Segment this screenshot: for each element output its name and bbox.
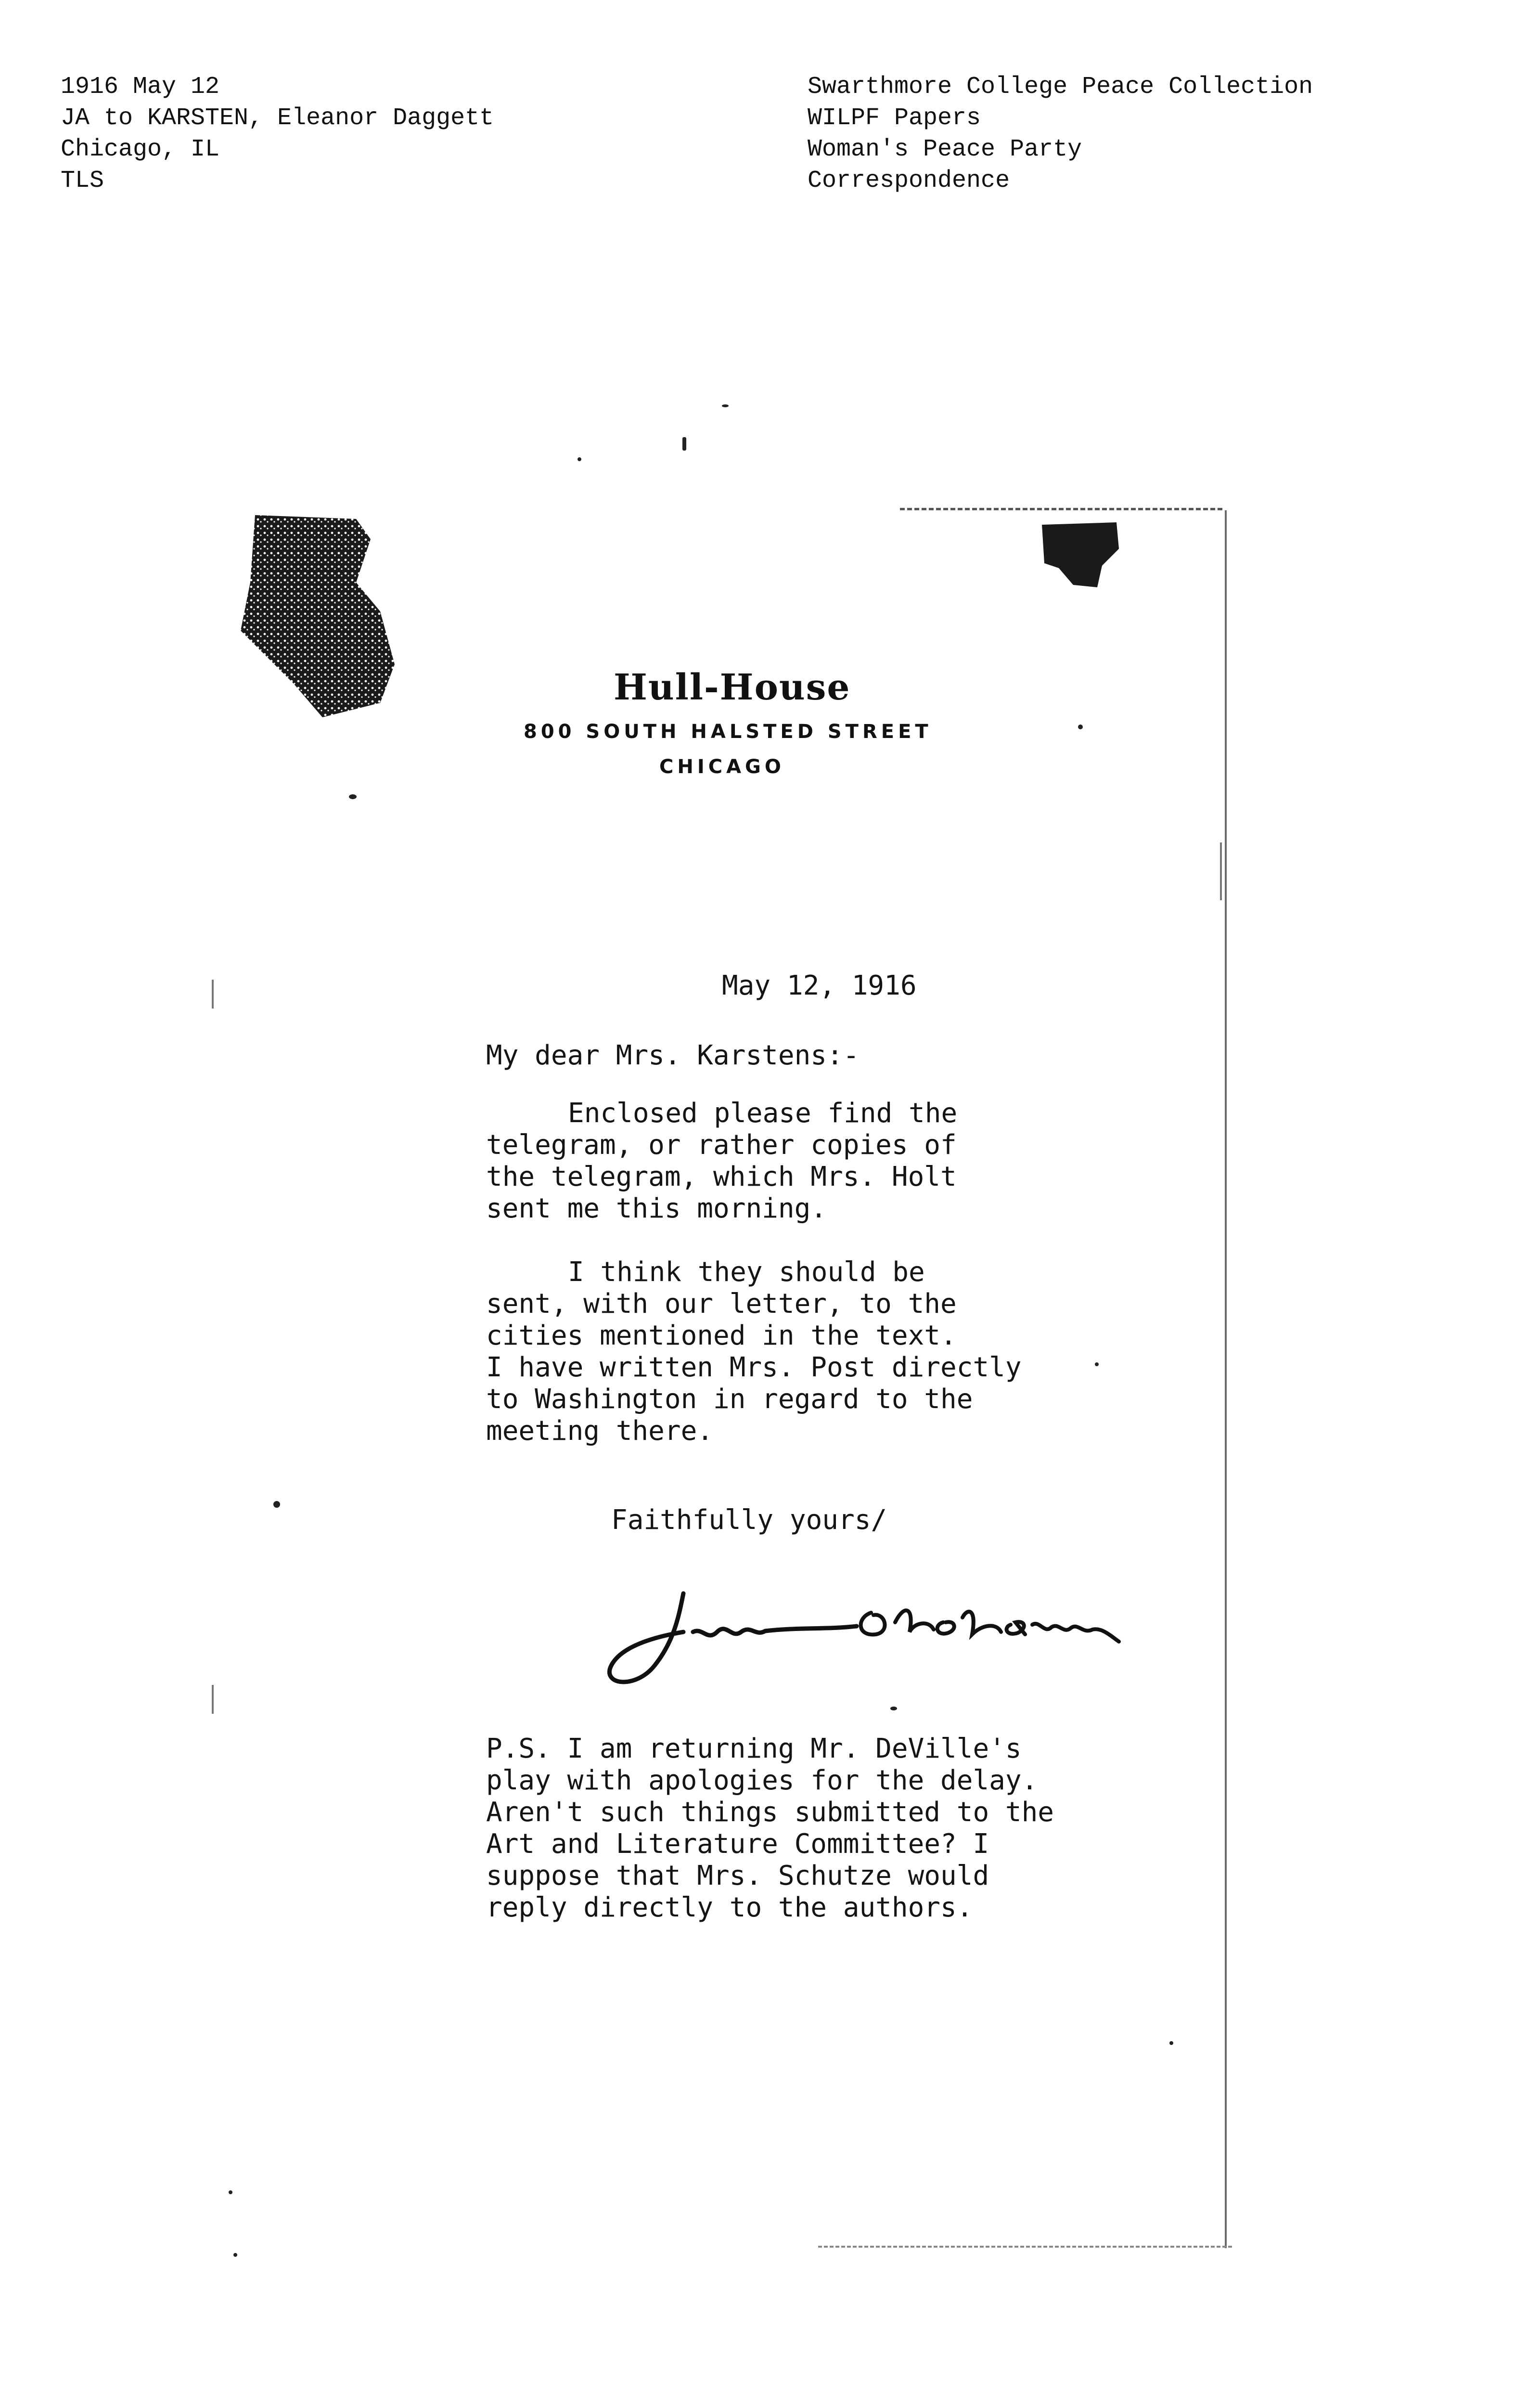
header-series: Woman's Peace Party [808,136,1082,163]
paragraph-line: Enclosed please find the [568,1098,958,1129]
header-papers: WILPF Papers [808,104,981,132]
paragraph-line: I have written Mrs. Post directly [486,1352,1022,1383]
header-place: Chicago, IL [61,136,220,163]
sheet-edge-right [1225,510,1227,2248]
header-date: 1916 May 12 [61,73,220,101]
sheet-edge-bottom [818,2246,1232,2248]
letterhead-street: 800 SOUTH HALSTED STREET [524,721,932,743]
signature-image [597,1574,1203,1699]
paragraph-line: sent me this morning. [486,1193,827,1224]
letterhead-name: Hull-House [614,667,851,708]
scan-speck [890,1707,897,1710]
scan-speck [1095,1362,1099,1366]
paragraph-1 [486,1098,957,1225]
archive-header-left [61,71,494,196]
scan-speck [229,2190,232,2194]
closing: Faithfully yours/ [611,1504,887,1536]
paragraph-line: sent, with our letter, to the [486,1288,957,1320]
scan-speck [233,2253,237,2257]
scan-mark [212,1685,214,1714]
postscript-line: play with apologies for the delay. [486,1765,1038,1796]
scan-speck [722,404,729,407]
postscript-line: suppose that Mrs. Schutze would [486,1860,989,1891]
paragraph-2 [486,1256,1022,1447]
postscript-line: Aren't such things submitted to the [486,1797,1054,1828]
paragraph-line: the telegram, which Mrs. Holt [486,1161,957,1192]
scan-speck [1169,2041,1173,2045]
scan-speck [349,794,357,799]
scan-speck [1078,725,1083,729]
paragraph-line: meeting there. [486,1415,714,1447]
paragraph-line: to Washington in regard to the [486,1384,973,1415]
scan-speck [578,457,581,461]
header-correspondents: JA to KARSTEN, Eleanor Daggett [61,104,494,132]
header-subseries: Correspondence [808,167,1010,194]
postscript [486,1733,1054,1924]
archive-header-right [808,71,1313,196]
scan-speck [682,437,686,451]
paragraph-line: cities mentioned in the text. [486,1320,957,1351]
sheet-edge-top [900,508,1222,510]
postscript-line: Art and Literature Committee? I [486,1828,989,1860]
paragraph-line: telegram, or rather copies of [486,1129,957,1161]
postscript-line: reply directly to the authors. [486,1892,973,1923]
scan-mark [1220,842,1222,900]
scan-mark [212,980,214,1009]
letterhead-city: CHICAGO [659,756,785,778]
postscript-line: P.S. I am returning Mr. DeVille's [486,1733,1022,1764]
tape-remnant-left [236,510,419,722]
tape-remnant-right [1040,520,1121,592]
header-collection: Swarthmore College Peace Collection [808,73,1313,101]
paragraph-line: I think they should be [568,1256,925,1288]
header-doc-type: TLS [61,167,104,194]
salutation: My dear Mrs. Karstens:- [486,1040,860,1071]
scan-speck [273,1501,280,1508]
letter-date: May 12, 1916 [722,970,917,1001]
